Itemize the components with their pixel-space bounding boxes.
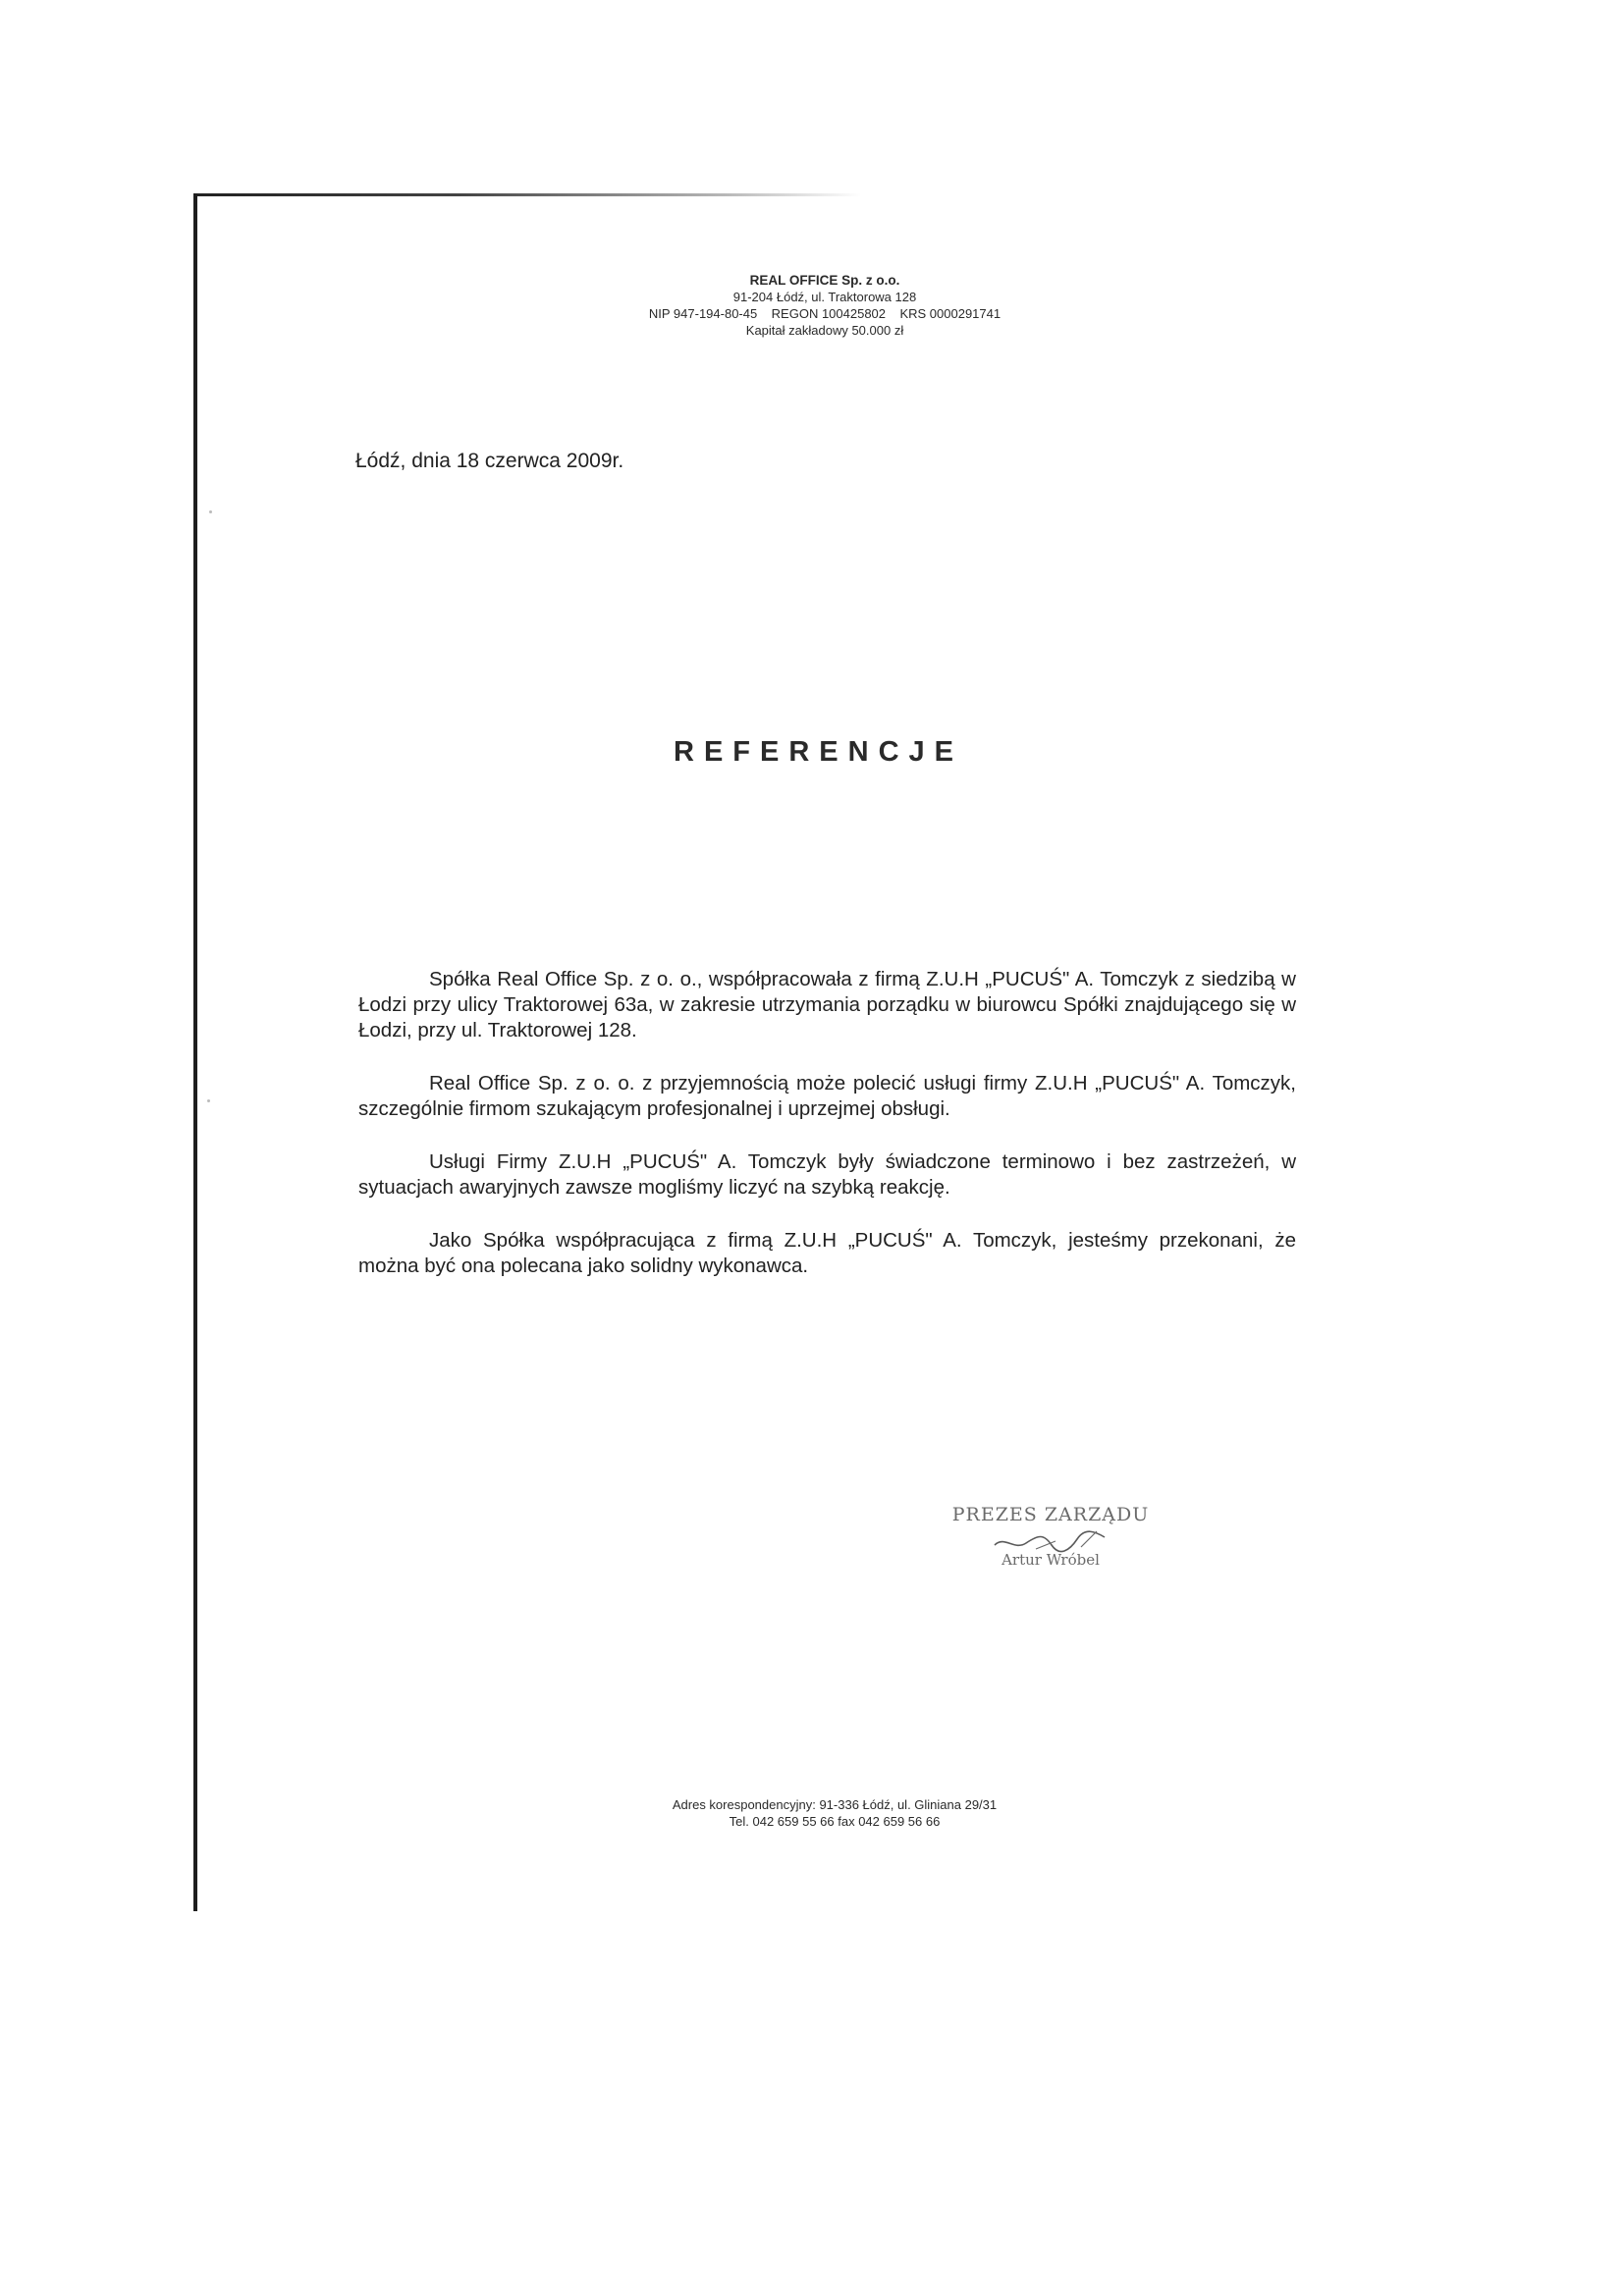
paragraph-4: Jako Spółka współpracująca z firmą Z.U.H „PUCUŚ" A. Tomczyk, jesteśmy przekonani, że można być ona polecana jako solidny wykonawca. (358, 1229, 1296, 1277)
footer-contact: Tel. 042 659 55 66 fax 042 659 56 66 (729, 1814, 941, 1829)
letterhead-address: 91-204 Łódź, ul. Traktorowa 128 (732, 290, 917, 304)
letterhead-registry: NIP 947-194-80-45 REGON 100425802 KRS 0000291741 (648, 306, 1001, 321)
signature-name: Artur Wróbel (1001, 1551, 1100, 1569)
date-line: Łódź, dnia 18 czerwca 2009r. (355, 450, 624, 472)
document-title: REFERENCJE (674, 736, 963, 768)
footer-address: Adres korespondencyjny: 91-336 Łódź, ul. Gliniana 29/31 (672, 1797, 998, 1812)
letterhead-company: REAL OFFICE Sp. z o.o. (749, 273, 900, 288)
paragraph-3: Usługi Firmy Z.U.H „PUCUŚ" A. Tomczyk były świadczone terminowo i bez zastrzeżeń, w sytuacjach awaryjnych zawsze mogliśmy liczyć na szybką reakcję. (358, 1150, 1296, 1199)
paragraph-2: Real Office Sp. z o. o. z przyjemnością może polecić usługi firmy Z.U.H „PUCUŚ" A. Tomczyk, szczególnie firmom szukającym profesjonalnej i uprzejmej obsługi. (358, 1072, 1296, 1120)
letterhead-capital: Kapitał zakładowy 50.000 zł (745, 323, 904, 338)
scan-speck (207, 1099, 210, 1102)
signature-stamp (938, 1504, 1164, 1569)
signature-title: PREZES ZARZĄDU (951, 1504, 1150, 1525)
letter-body (358, 967, 1296, 1307)
footer (560, 1796, 1110, 1830)
scan-edge-left (193, 193, 197, 1911)
scan-speck (209, 510, 212, 513)
scan-edge-top (193, 193, 861, 196)
paragraph-1: Spółka Real Office Sp. z o. o., współpracowała z firmą Z.U.H „PUCUŚ" A. Tomczyk z siedzibą w Łodzi przy ulicy Traktorowej 63a, w zakresie utrzymania porządku w biurowcu Spółki znajdującego się w Łodzi, przy ul. Traktorowej 128. (358, 968, 1296, 1041)
letterhead (550, 272, 1100, 339)
